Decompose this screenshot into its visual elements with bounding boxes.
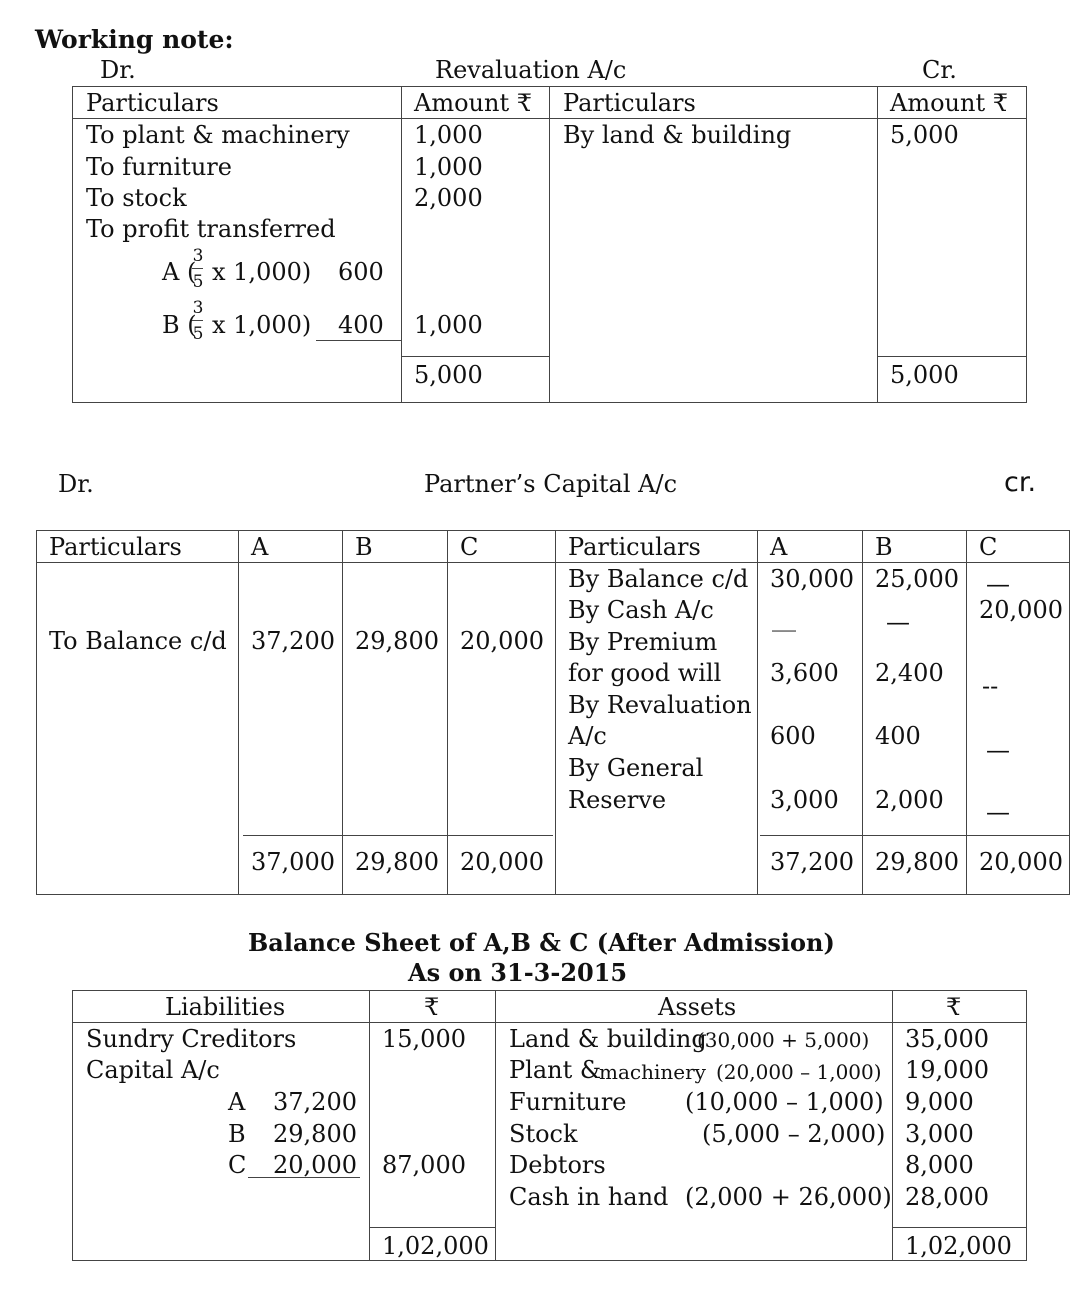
capital-right-line: By Balance c/d [568, 565, 749, 593]
bs-total-right: 1,02,000 [905, 1232, 1012, 1260]
capital-header: B [355, 533, 373, 561]
capital-header: Particulars [568, 533, 701, 561]
capital-right-c: — [986, 736, 1010, 764]
capital-right-line: By Revaluation [568, 691, 752, 719]
capital-right-c: — [986, 570, 1010, 598]
sundry-creditors-label: Sundry Creditors [86, 1025, 297, 1053]
working-note-heading: Working note: [35, 25, 234, 54]
share-b-denominator: 5 [192, 324, 204, 344]
asset-calc: (30,000 + 5,000) [697, 1028, 870, 1052]
asset-calc: (20,000 – 1,000) [716, 1060, 882, 1084]
rev-left-row-amount: 1,000 [414, 153, 483, 181]
bs-total-line [892, 1227, 1027, 1228]
capital-right-line: Reserve [568, 786, 667, 814]
capital-title: Partner’s Capital A/c [424, 470, 678, 498]
share-a-numerator: 3 [192, 246, 204, 266]
rev-left-row-amount: 2,000 [414, 184, 483, 212]
asset-calc: (2,000 + 26,000) [685, 1183, 892, 1211]
capital-left-b: 29,800 [355, 627, 439, 655]
capital-total-left-a: 37,000 [251, 848, 335, 876]
capital-header: A [770, 533, 788, 561]
share-a-denominator: 5 [192, 272, 204, 292]
share-b-partner: B ( [162, 311, 197, 339]
capital-total-line-left [243, 835, 553, 836]
asset-amount: 35,000 [905, 1025, 989, 1053]
capital-right-b: — [886, 608, 910, 636]
share-b-rest: x 1,000) [212, 311, 312, 339]
capital-header-line [36, 562, 1070, 563]
rev-total-right: 5,000 [890, 361, 959, 389]
capital-total-line-right [760, 835, 1070, 836]
bs-col-line [495, 990, 496, 1261]
capital-total-right-a: 37,200 [770, 848, 854, 876]
balance-sheet-subtitle: As on 31-3-2015 [408, 958, 628, 987]
capital-right-line: for good will [568, 659, 722, 687]
revaluation-title: Revaluation A/c [435, 56, 627, 84]
rev-header-amount-right: Amount ₹ [890, 89, 1008, 117]
capital-col-line [238, 530, 239, 895]
bs-header-liabilities: Liabilities [165, 993, 286, 1021]
bs-header-rupee-left: ₹ [424, 993, 440, 1021]
capital-right-b: 400 [875, 722, 921, 750]
capital-col-line [862, 530, 863, 895]
capital-left-label: To Balance c/d [49, 627, 227, 655]
capital-partner-value: 20,000 [273, 1151, 357, 1179]
capital-header: A [251, 533, 269, 561]
capital-dr-label: Dr. [58, 470, 94, 498]
capital-header: Particulars [49, 533, 182, 561]
share-b-fraction-bar [192, 320, 203, 321]
asset-amount: 19,000 [905, 1056, 989, 1084]
capital-partner: A [228, 1088, 246, 1116]
capital-right-line: By General [568, 754, 704, 782]
bs-total-left: 1,02,000 [382, 1232, 489, 1260]
share-a-rest: x 1,000) [212, 258, 312, 286]
asset-label-small: machinery [599, 1060, 706, 1084]
capital-partner-value: 37,200 [273, 1088, 357, 1116]
asset-label: Cash in hand [509, 1183, 669, 1211]
capital-right-b: 25,000 [875, 565, 959, 593]
rev-total-left: 5,000 [414, 361, 483, 389]
rev-header-particulars-right: Particulars [563, 89, 696, 117]
bs-total-line [369, 1227, 495, 1228]
capital-cr-label: cr. [1004, 467, 1037, 498]
capital-right-c: 20,000 [979, 596, 1063, 624]
capital-right-b: 2,000 [875, 786, 944, 814]
capital-total-right-c: 20,000 [979, 848, 1063, 876]
capital-right-line: By Cash A/c [568, 596, 714, 624]
revaluation-col-line [549, 86, 550, 403]
bs-col-line [369, 990, 370, 1261]
capital-col-line [342, 530, 343, 895]
revaluation-dr-label: Dr. [100, 56, 136, 84]
capital-header: B [875, 533, 893, 561]
asset-label: Stock [509, 1120, 578, 1148]
bs-col-line [892, 990, 893, 1261]
asset-calc: (5,000 – 2,000) [702, 1120, 886, 1148]
capital-partner: B [228, 1120, 246, 1148]
share-b-amount: 1,000 [414, 311, 483, 339]
share-b-numerator: 3 [192, 298, 204, 318]
capital-left-c: 20,000 [460, 627, 544, 655]
bs-header-rupee-right: ₹ [946, 993, 962, 1021]
capital-total-amount: 87,000 [382, 1151, 466, 1179]
capital-right-c: -- [982, 672, 999, 700]
rev-left-row-label: To profit transferred [86, 215, 336, 243]
rev-left-row-amount: 1,000 [414, 121, 483, 149]
capital-right-a: 600 [770, 722, 816, 750]
asset-label: Furniture [509, 1088, 627, 1116]
capital-total-left-c: 20,000 [460, 848, 544, 876]
asset-amount: 3,000 [905, 1120, 974, 1148]
capital-left-a: 37,200 [251, 627, 335, 655]
asset-label: Debtors [509, 1151, 606, 1179]
capital-header: C [979, 533, 998, 561]
capital-total-left-b: 29,800 [355, 848, 439, 876]
bs-header-line [72, 1022, 1027, 1023]
rev-left-row-label: To stock [86, 184, 187, 212]
capital-col-line [757, 530, 758, 895]
rev-left-row-label: To furniture [86, 153, 232, 181]
revaluation-total-line [877, 356, 1027, 357]
capital-col-line [555, 530, 556, 895]
rev-left-row-label: To plant & machinery [86, 121, 350, 149]
capital-partner-value: 29,800 [273, 1120, 357, 1148]
rev-right-row-label: By land & building [563, 121, 792, 149]
capital-right-b: 2,400 [875, 659, 944, 687]
capital-right-a: 3,000 [770, 786, 839, 814]
asset-amount: 9,000 [905, 1088, 974, 1116]
asset-label: Plant & [509, 1056, 602, 1084]
capital-col-line [966, 530, 967, 895]
sundry-creditors-amount: 15,000 [382, 1025, 466, 1053]
capital-col-line [447, 530, 448, 895]
asset-label: Land & building [509, 1025, 707, 1053]
share-a-fraction-bar [192, 268, 203, 269]
capital-right-line: By Premium [568, 628, 718, 656]
asset-amount: 28,000 [905, 1183, 989, 1211]
rev-header-amount-left: Amount ₹ [414, 89, 532, 117]
capital-right-a: 3,600 [770, 659, 839, 687]
capital-right-c: — [986, 798, 1010, 826]
capital-partner: C [228, 1151, 247, 1179]
capital-right-line: A/c [568, 722, 607, 750]
share-b-value: 400 [338, 311, 384, 339]
rev-right-row-amount: 5,000 [890, 121, 959, 149]
share-a-partner: A ( [162, 258, 197, 286]
share-a-value: 600 [338, 258, 384, 286]
capital-total-right-b: 29,800 [875, 848, 959, 876]
revaluation-cr-label: Cr. [922, 56, 957, 84]
asset-calc: (10,000 – 1,000) [685, 1088, 884, 1116]
capital-right-a: __ [772, 604, 796, 632]
rev-header-particulars-left: Particulars [86, 89, 219, 117]
revaluation-total-line [401, 356, 549, 357]
capital-header: C [460, 533, 479, 561]
capital-right-a: 30,000 [770, 565, 854, 593]
capital-label: Capital A/c [86, 1056, 220, 1084]
bs-header-assets: Assets [658, 993, 737, 1021]
share-underline [316, 340, 401, 341]
balance-sheet-title: Balance Sheet of A,B & C (After Admission) [248, 928, 835, 957]
asset-amount: 8,000 [905, 1151, 974, 1179]
